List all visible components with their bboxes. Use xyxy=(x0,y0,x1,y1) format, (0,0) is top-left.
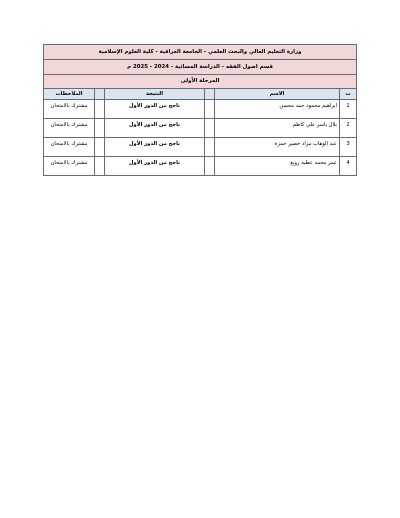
notes-cell: مشترك بالامتحان xyxy=(44,157,95,176)
ministry-title: وزارة التعليم العالي والبحث العلمي - الجامعة العراقية - كلية العلوم الإسلامية xyxy=(44,45,356,60)
cell-spacer xyxy=(205,157,215,176)
row-number: 4 xyxy=(340,157,357,176)
row-number: 2 xyxy=(340,119,357,138)
result-cell: ناجح من الدور الأول xyxy=(105,138,205,157)
table-row xyxy=(44,119,356,138)
row-number: 1 xyxy=(340,100,357,119)
notes-cell: مشترك بالامتحان xyxy=(44,119,95,138)
student-name: عمر محمد عطيه زوبع xyxy=(215,157,340,176)
result-cell: ناجح من الدور الأول xyxy=(105,100,205,119)
student-name: عبد الوهاب مزاد خضير حمزة xyxy=(215,138,340,157)
cell-spacer xyxy=(205,119,215,138)
result-cell: ناجح من الدور الأول xyxy=(105,119,205,138)
table-header-row xyxy=(44,89,356,100)
row-number: 3 xyxy=(340,138,357,157)
table-row xyxy=(44,100,356,119)
notes-cell: مشترك بالامتحان xyxy=(44,100,95,119)
table-row xyxy=(44,157,356,176)
cell-spacer xyxy=(205,138,215,157)
result-cell: ناجح من الدور الأول xyxy=(105,157,205,176)
column-header-name: الاسم xyxy=(215,89,340,100)
student-name: ابراهيم محمود حمد محسن xyxy=(215,100,340,119)
student-name: بلال ياسر علي كاظم xyxy=(215,119,340,138)
column-spacer xyxy=(95,89,105,100)
cell-spacer xyxy=(95,138,105,157)
column-header-no: ت xyxy=(340,89,357,100)
column-spacer xyxy=(205,89,215,100)
cell-spacer xyxy=(95,119,105,138)
results-sheet xyxy=(43,44,357,176)
column-header-result: النتيجة xyxy=(105,89,205,100)
cell-spacer xyxy=(95,100,105,119)
department-title: قسم اصول الفقه - الدراسة المسائية - 2024 - 2025 م xyxy=(44,60,356,75)
results-table xyxy=(44,89,356,175)
table-row xyxy=(44,138,356,157)
stage-title: المرحلة الأولى xyxy=(44,75,356,89)
notes-cell: مشترك بالامتحان xyxy=(44,138,95,157)
column-header-notes: الملاحظات xyxy=(44,89,95,100)
cell-spacer xyxy=(205,100,215,119)
cell-spacer xyxy=(95,157,105,176)
